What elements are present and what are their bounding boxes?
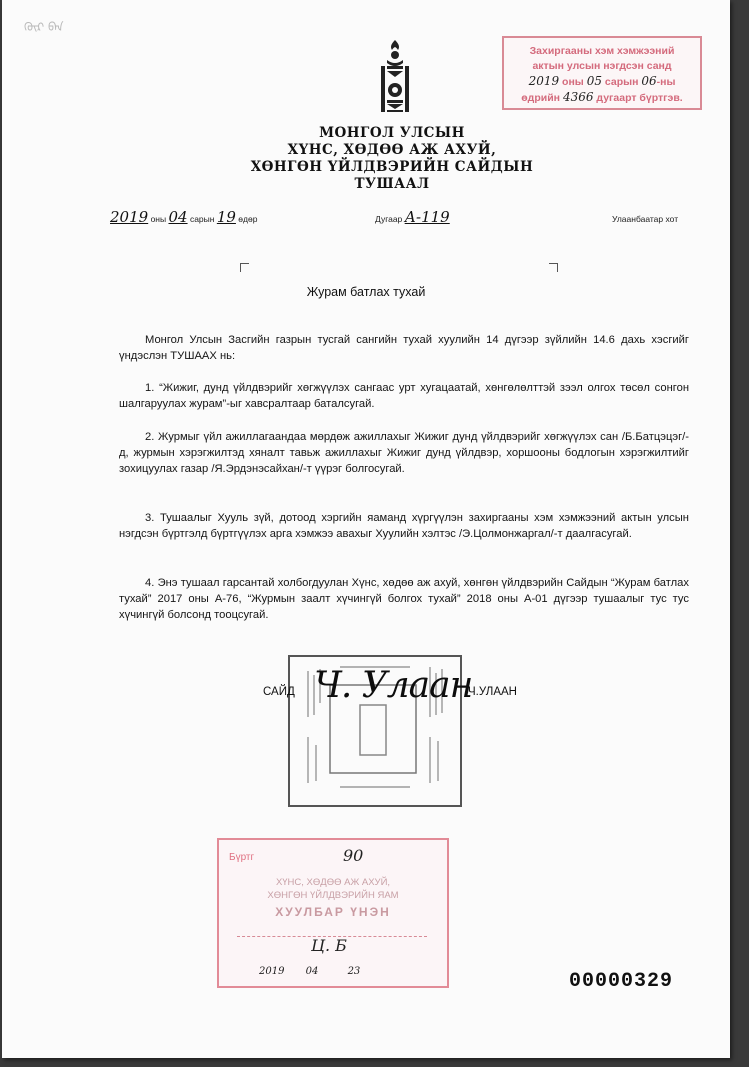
order-number [375,208,450,226]
registration-number: 4366 [562,90,594,104]
order-number-value: А-119 [404,208,450,226]
paragraph-4: 4. Энэ тушаал гарсантай холбогдуулан Хүнс, хөдөө аж ахуй, хөнгөн үйлдвэрийн Сайдын “Журам батлах тухай” 2017 оны А-76, “Журмын заалт хүчингүй болгох тухай” 2018 оны А-01 дүгээр тушаалыг тус тус хүчингүй болсонд тооцсугай. [119,577,689,621]
issue-date [110,208,257,226]
paragraph-2: 2. Журмыг үйл ажиллагаандаа мөрдөж ажиллахыг Жижиг дунд үйлдвэрийг хөгжүүлэх сан /Б.Батцэцэг/-д, журмын хэрэгжилтэд хяналт тавьж ажиллахыг Жижиг дунд үйлдвэр, хоршооны бодлогын хэрэгжилтийг зохицуулах газар /Я.Эрдэнэсайхан/-т үүрэг болгосугай. [119,431,689,475]
signatory-title: САЙД [263,686,295,698]
registration-line4-suffix: дугаарт бүртгэв. [596,92,683,104]
copy-certification-stamp [217,838,449,988]
order-number-label: Дугаар [375,214,403,224]
registration-year: 2019 [528,74,560,88]
date-year: 2019 [110,208,149,226]
document-subject: Журам батлах тухай [306,285,426,299]
archive-stamp-month: 04 [305,966,319,977]
archive-stamp-number: 90 [343,846,364,865]
archive-stamp-day: 23 [347,966,361,977]
registration-stamp-line1: Захиргааны хэм хэмжээний [529,45,675,57]
registration-stamp-line2: актын улсын нэгдсэн санд [532,60,672,72]
registration-month-suffix: сарын [604,76,639,88]
registration-day: 06 [641,74,657,88]
date-month: 04 [168,208,188,226]
bracket-right [549,263,558,272]
archive-stamp-line2: ХӨНГӨН ҮЙЛДВЭРИЙН ЯАМ [267,890,399,901]
soyombo-emblem-icon [378,38,412,116]
date-month-label: сарын [189,214,215,224]
archive-stamp-signature: Ц. Б [311,936,347,955]
corner-handwriting: ᠭᠦᠷ ᠪᠠᠨ [24,20,64,34]
archive-stamp-year: 2019 [259,966,285,977]
paragraph-3: 3. Тушаалыг Хууль зүй, дотоод хэргийн яаманд хүргүүлэн захиргааны хэм хэмжээний актын улсын нэгдсэн бүртгэлд бүртгүүлэх арга хэмжээ авахыг Хуулийн хэлтэс /Э.Цолмонжаргал/-т даалгасугай. [119,512,689,540]
document-title [232,125,552,193]
archive-stamp-label: Бүртг [229,852,255,863]
date-day-label: өдөр [238,214,258,224]
date-year-label: оны [150,214,167,224]
registration-year-suffix: оны [562,76,584,88]
bracket-left [240,263,249,272]
archive-stamp-date [259,966,360,977]
archive-stamp-line1: ХҮНС, ХӨДӨӨ АЖ АХУЙ, [275,877,391,888]
document-page [2,0,730,1058]
document-serial-number: 00000329 [569,970,674,993]
date-day: 19 [216,208,236,226]
handwritten-signature: Ч. Улаан [314,665,473,706]
paragraph-preamble: Монгол Улсын Засгийн газрын тусгай сангийн тухай хуулийн 14 дүгээр зүйлийн 14.6 дахь хэсгийг үндэслэн ТУШААХ нь: [119,334,689,362]
registration-stamp-line3 [504,74,700,90]
registration-day-suffix: -ны [656,76,676,88]
paragraph-1: 1. “Жижиг, дунд үйлдвэрийг хөгжүүлэх сангаас урт хугацаатай, хөнгөлөлттэй зээл олгох төсөл сонгон шалгаруулах журам”-ыг хавсралтаар баталсугай. [119,382,689,410]
registration-month: 05 [586,74,602,88]
title-line-1: МОНГОЛ УЛСЫН [319,125,465,141]
registration-stamp-line4 [504,90,700,106]
registration-stamp [502,36,702,110]
title-line-3: ХӨНГӨН ҮЙЛДВЭРИЙН САЙДЫН [250,159,534,175]
archive-stamp-line3: ХУУЛБАР ҮНЭН [275,905,391,919]
city-name: Улаанбаатар хот [612,214,679,224]
archive-stamp-text [219,876,447,919]
title-line-2: ХҮНС, ХӨДӨӨ АЖ АХУЙ, [287,142,497,158]
registration-line4-prefix: өдрийн [521,92,561,104]
title-line-4: ТУШААЛ [354,176,430,192]
signatory-name: Ч.УЛААН [468,686,517,698]
